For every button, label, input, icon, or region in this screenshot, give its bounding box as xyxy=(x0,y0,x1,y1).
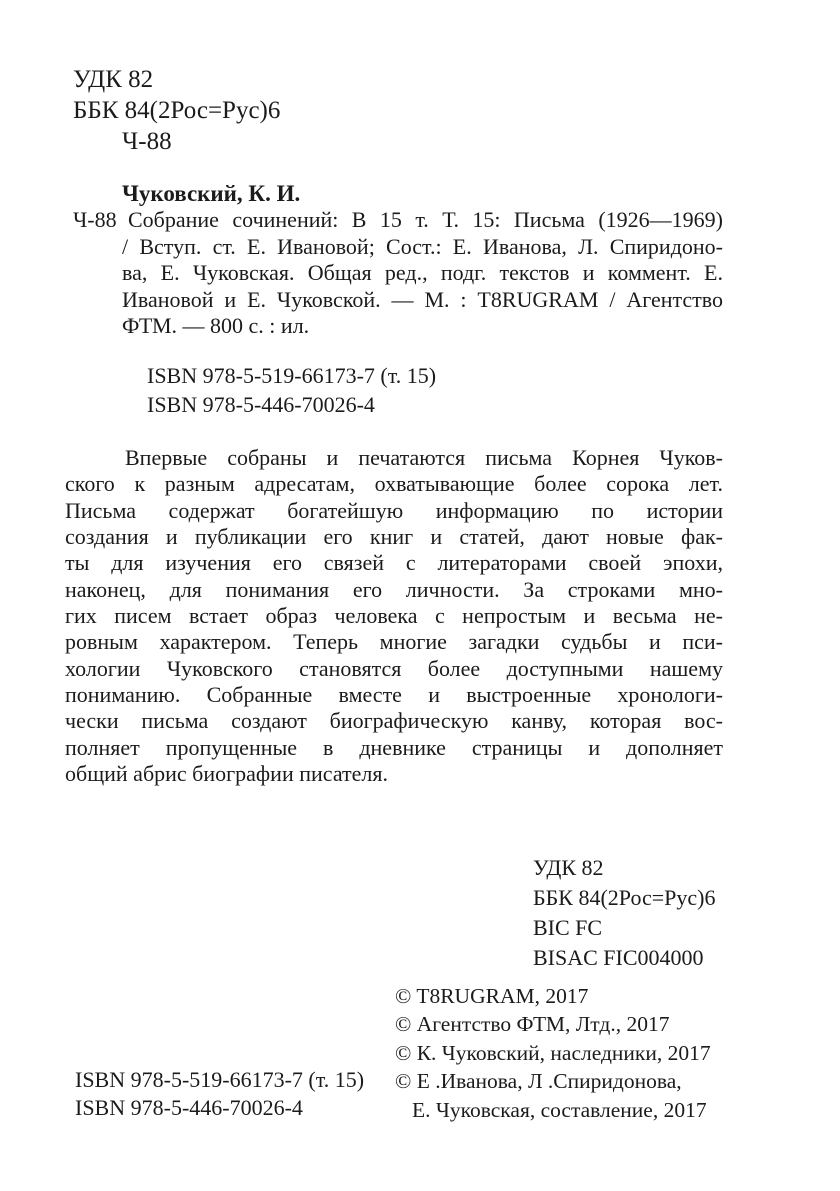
isbn-volume: ISBN 978-5-519-66173-7 (т. 15) xyxy=(75,1067,365,1092)
copyright-line: © К. Чуковский, наследники, 2017 xyxy=(395,1040,711,1065)
top-classification-codes xyxy=(73,64,280,157)
biblio-line: ФТМ. — 800 с. : ил. xyxy=(122,313,310,339)
isbn-block-bottom xyxy=(75,1066,364,1123)
copyright-block xyxy=(395,982,711,1124)
annotation-line: пониманию. Собранные вместе и выстроенные хронологи- xyxy=(65,682,723,708)
isbn-edition: ISBN 978-5-446-70026-4 xyxy=(75,1095,303,1121)
author-heading: Чуковский, К. И. xyxy=(122,181,301,206)
udk-code: УДК 82 xyxy=(73,66,154,93)
book-index-code: Ч-88 xyxy=(122,128,172,155)
annotation-paragraph xyxy=(65,445,723,787)
isbn-volume: ISBN 978-5-519-66173-7 (т. 15) xyxy=(147,363,437,388)
bbk-code: ББК 84(2Рос=Рус)6 xyxy=(73,97,281,124)
copyright-line: © Е .Иванова, Л .Спиридонова, xyxy=(395,1069,682,1094)
classification-codes-block xyxy=(533,853,716,973)
annotation-line: Впервые собраны и печатаются письма Корнея Чуков- xyxy=(125,445,723,470)
annotation-line: гих писем встает образ человека с непростым и весьма не- xyxy=(65,603,723,629)
annotation-line: хологии Чуковского становятся более доступными нашему xyxy=(65,655,723,681)
bbk-code: ББК 84(2Рос=Рус)6 xyxy=(533,885,716,910)
copyright-line: Е. Чуковская, составление, 2017 xyxy=(412,1097,707,1122)
isbn-edition: ISBN 978-5-446-70026-4 xyxy=(147,391,375,417)
annotation-line: полняет пропущенные в дневнике страницы и дополняет xyxy=(65,734,723,760)
copyright-line: © Агентство ФТМ, Лтд., 2017 xyxy=(395,1012,670,1037)
bisac-code: BISAC FIC004000 xyxy=(533,945,704,970)
copyright-line: © T8RUGRAM, 2017 xyxy=(395,984,589,1008)
biblio-line: Ивановой и Е. Чуковской. — М. : T8RUGRAM / Агентство xyxy=(122,286,723,312)
bic-code: BIC FC xyxy=(533,915,603,940)
annotation-line: ровным характером. Теперь многие загадки судьбы и пси- xyxy=(65,629,723,655)
hanging-index-label: Ч-88 xyxy=(73,207,117,232)
annotation-line: создания и публикации его книг и статей, дают новые фак- xyxy=(65,524,723,550)
annotation-line: Письма содержат богатейшую информацию по истории xyxy=(65,497,723,523)
annotation-line: ского к разным адресатам, охватывающие более сорока лет. xyxy=(65,471,723,497)
biblio-line: Собрание сочинений: В 15 т. Т. 15: Письма (1926—1969) xyxy=(128,207,723,232)
annotation-line: наконец, для понимания его личности. За строками мно- xyxy=(65,576,723,602)
biblio-line: ва, Е. Чуковская. Общая ред., подг. текстов и коммент. Е. xyxy=(122,260,723,286)
annotation-line: общий абрис биографии писателя. xyxy=(65,761,388,787)
biblio-line: / Вступ. ст. Е. Ивановой; Сост.: Е. Иванова, Л. Спиридоно- xyxy=(122,233,723,259)
annotation-line: чески письма создают биографическую канву, которая вос- xyxy=(65,708,723,734)
bibliographic-description xyxy=(73,207,723,340)
annotation-line: ты для изучения его связей с литераторами своей эпохи, xyxy=(65,550,723,576)
udk-code: УДК 82 xyxy=(533,855,604,880)
isbn-block-middle xyxy=(147,362,436,419)
